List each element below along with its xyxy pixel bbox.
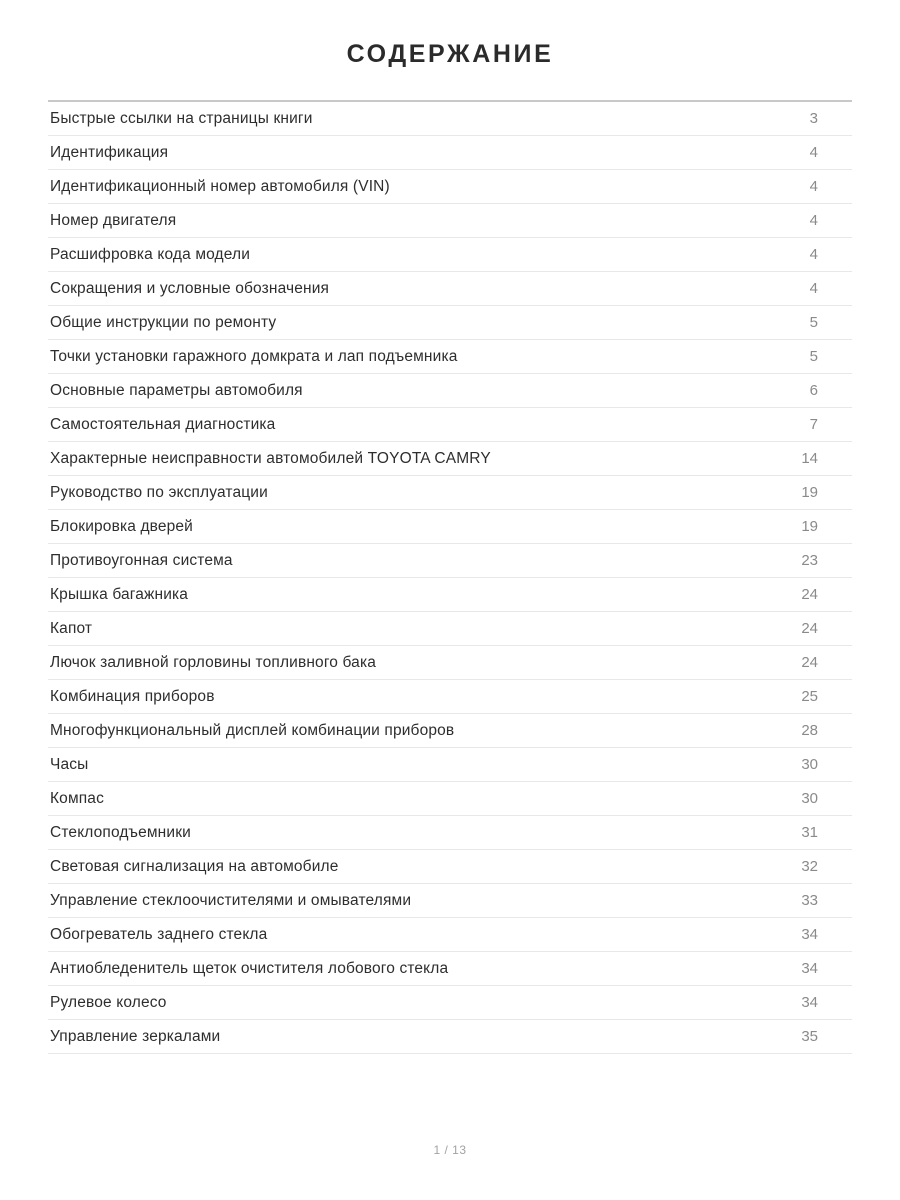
- toc-entry-page-number: 19: [801, 518, 818, 535]
- table-of-contents: [48, 100, 852, 1054]
- toc-entry-label: Лючок заливной горловины топливного бака: [50, 653, 376, 671]
- toc-entry[interactable]: [48, 170, 852, 204]
- toc-entry-label: Самостоятельная диагностика: [50, 415, 276, 433]
- toc-entry[interactable]: [48, 510, 852, 544]
- toc-entry-page-number: 23: [801, 552, 818, 569]
- toc-entry-page-number: 4: [809, 212, 818, 229]
- page-footer: 1 / 13: [433, 1143, 467, 1157]
- toc-entry[interactable]: [48, 204, 852, 238]
- toc-entry-label: Идентификационный номер автомобиля (VIN): [50, 177, 390, 195]
- toc-entry-label: Управление стеклоочистителями и омывателями: [50, 891, 412, 909]
- toc-entry-label: Обогреватель заднего стекла: [50, 925, 268, 943]
- toc-entry-page-number: 30: [801, 790, 818, 807]
- toc-entry[interactable]: [48, 646, 852, 680]
- toc-entry-label: Комбинация приборов: [50, 687, 215, 705]
- toc-entry-page-number: 4: [809, 246, 818, 263]
- toc-entry-page-number: 35: [801, 1028, 818, 1045]
- toc-entry[interactable]: [48, 816, 852, 850]
- toc-entry[interactable]: [48, 680, 852, 714]
- toc-entry-label: Противоугонная система: [50, 551, 233, 569]
- toc-entry-label: Характерные неисправности автомобилей TOYOTA CAMRY: [50, 449, 491, 467]
- toc-entry[interactable]: [48, 136, 852, 170]
- toc-entry-label: Блокировка дверей: [50, 517, 193, 535]
- toc-entry-label: Часы: [50, 755, 89, 773]
- toc-entry-label: Стеклоподъемники: [50, 823, 191, 841]
- toc-entry-page-number: 14: [801, 450, 818, 467]
- toc-entry-page-number: 24: [801, 586, 818, 603]
- toc-entry-page-number: 34: [801, 994, 818, 1011]
- toc-entry-label: Крышка багажника: [50, 585, 189, 603]
- toc-entry[interactable]: [48, 578, 852, 612]
- toc-entry[interactable]: [48, 272, 852, 306]
- toc-entry[interactable]: [48, 612, 852, 646]
- toc-entry-page-number: 5: [809, 348, 818, 365]
- toc-entry-label: Руководство по эксплуатации: [50, 483, 268, 501]
- toc-entry-page-number: 34: [801, 926, 818, 943]
- toc-entry-label: Многофункциональный дисплей комбинации приборов: [50, 721, 455, 739]
- toc-entry[interactable]: [48, 476, 852, 510]
- toc-entry-page-number: 34: [801, 960, 818, 977]
- toc-entry-page-number: 5: [809, 314, 818, 331]
- toc-entry-page-number: 19: [801, 484, 818, 501]
- toc-entry[interactable]: [48, 850, 852, 884]
- toc-entry-page-number: 31: [801, 824, 818, 841]
- toc-entry-page-number: 7: [809, 416, 818, 433]
- toc-entry[interactable]: [48, 374, 852, 408]
- toc-entry-page-number: 28: [801, 722, 818, 739]
- toc-entry-page-number: 32: [801, 858, 818, 875]
- toc-entry-page-number: 3: [809, 110, 818, 127]
- toc-entry[interactable]: [48, 952, 852, 986]
- toc-entry-label: Капот: [50, 619, 93, 637]
- toc-entry-label: Идентификация: [50, 143, 169, 161]
- toc-entry-label: Управление зеркалами: [50, 1027, 221, 1045]
- toc-entry[interactable]: [48, 884, 852, 918]
- toc-entry-label: Расшифровка кода модели: [50, 245, 251, 263]
- toc-entry[interactable]: [48, 544, 852, 578]
- toc-entry-page-number: 30: [801, 756, 818, 773]
- page-title: СОДЕРЖАНИЕ: [346, 40, 554, 68]
- toc-entry-label: Быстрые ссылки на страницы книги: [50, 109, 313, 127]
- toc-entry[interactable]: [48, 102, 852, 136]
- toc-entry-label: Основные параметры автомобиля: [50, 381, 303, 399]
- toc-entry[interactable]: [48, 748, 852, 782]
- toc-entry[interactable]: [48, 306, 852, 340]
- toc-entry-label: Компас: [50, 789, 104, 807]
- toc-entry[interactable]: [48, 782, 852, 816]
- toc-entry-page-number: 24: [801, 654, 818, 671]
- toc-entry-label: Световая сигнализация на автомобиле: [50, 857, 339, 875]
- toc-entry[interactable]: [48, 918, 852, 952]
- toc-entry-page-number: 4: [809, 280, 818, 297]
- toc-entry-label: Общие инструкции по ремонту: [50, 313, 277, 331]
- toc-entry[interactable]: [48, 442, 852, 476]
- toc-entry-page-number: 6: [809, 382, 818, 399]
- toc-entry-label: Сокращения и условные обозначения: [50, 279, 330, 297]
- toc-entry-page-number: 4: [809, 178, 818, 195]
- toc-entry-page-number: 24: [801, 620, 818, 637]
- toc-entry-label: Рулевое колесо: [50, 993, 167, 1011]
- toc-entry[interactable]: [48, 340, 852, 374]
- toc-entry-label: Точки установки гаражного домкрата и лап подъемника: [50, 347, 458, 365]
- toc-entry-label: Антиобледенитель щеток очистителя лобового стекла: [50, 959, 449, 977]
- toc-entry[interactable]: [48, 1020, 852, 1054]
- toc-entry-page-number: 4: [809, 144, 818, 161]
- toc-entry[interactable]: [48, 238, 852, 272]
- toc-entry[interactable]: [48, 986, 852, 1020]
- toc-entry[interactable]: [48, 408, 852, 442]
- toc-entry-page-number: 33: [801, 892, 818, 909]
- toc-entry-label: Номер двигателя: [50, 211, 177, 229]
- toc-entry[interactable]: [48, 714, 852, 748]
- toc-entry-page-number: 25: [801, 688, 818, 705]
